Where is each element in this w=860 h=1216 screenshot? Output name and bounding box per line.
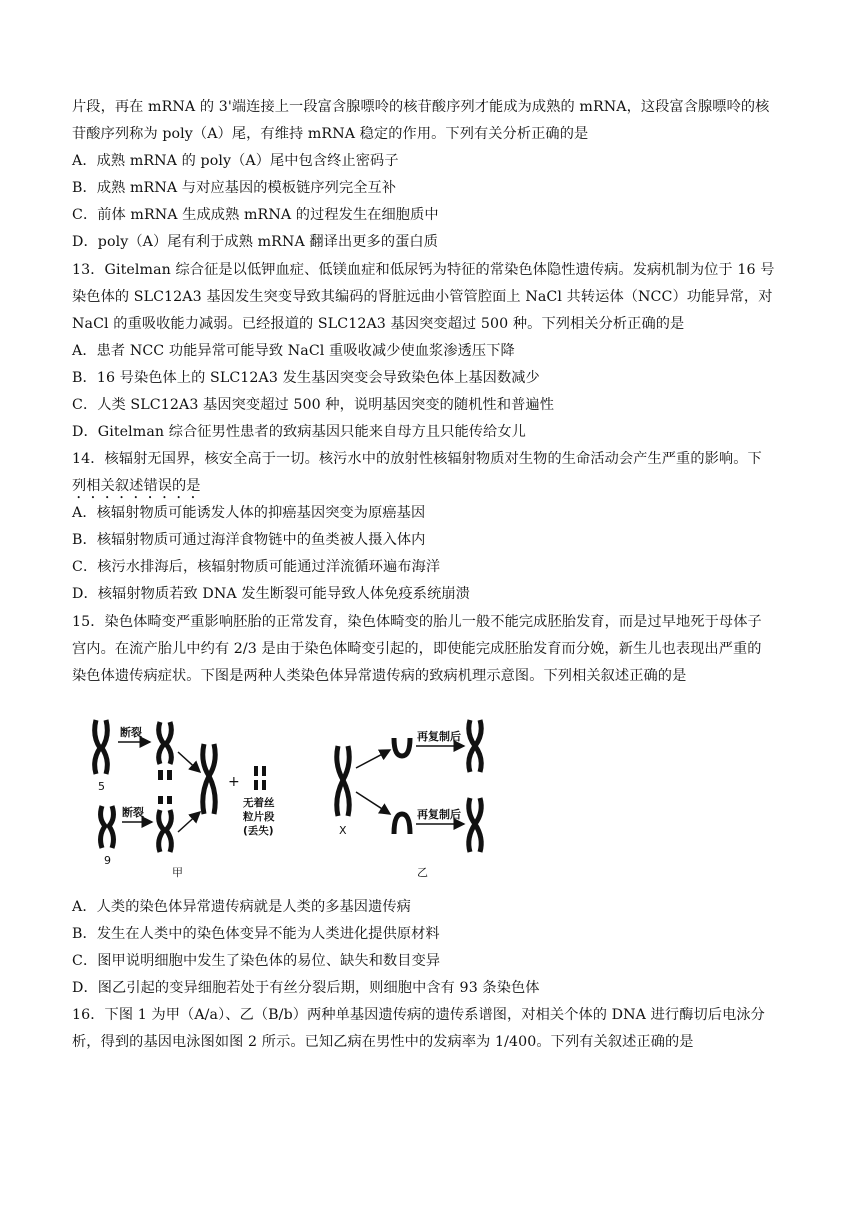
option-line: C．人类 SLC12A3 基因突变超过 500 种，说明基因突变的随机性和普遍性 bbox=[72, 397, 554, 413]
fragment-label-2: 粒片段 bbox=[243, 811, 275, 823]
x-label: X bbox=[339, 824, 347, 837]
replicate-label-bottom: 再复制后 bbox=[417, 808, 461, 821]
option-line: A．人类的染色体异常遗传病就是人类的多基因遗传病 bbox=[72, 899, 411, 915]
question-15-line: 染色体遗传病症状。下图是两种人类染色体异常遗传病的致病机理示意图。下列相关叙述正确的是 bbox=[72, 668, 687, 684]
question-16-line: 16．下图 1 为甲（A/a）、乙（B/b）两种单基因遗传病的遗传系谱图，对相关个体的 DNA 进行酶切后电泳分 bbox=[72, 1007, 765, 1023]
option-line: C．核污水排海后，核辐射物质可能通过洋流循环遍布海洋 bbox=[72, 559, 441, 575]
isochromosome-bottom bbox=[469, 798, 481, 852]
question-13-line: 13．Gitelman 综合征是以低钾血症、低镁血症和低尿钙为特征的常染色体隐性遗传病。发病机制为位于 16 号 bbox=[72, 262, 775, 278]
chromosome-5-broken bbox=[158, 722, 172, 780]
chromosome-diagram bbox=[72, 702, 542, 890]
option-line: B．核辐射物质可通过海洋食物链中的鱼类被人摄入体内 bbox=[72, 532, 426, 548]
caption-b: 乙 bbox=[417, 866, 428, 879]
option-line: C．前体 mRNA 生成成熟 mRNA 的过程发生在细胞质中 bbox=[72, 207, 439, 223]
text-line: 片段，再在 mRNA 的 3'端连接上一段富含腺嘌呤的核苷酸序列才能成为成熟的 mRNA，这段富含腺嘌呤的核 bbox=[72, 99, 770, 115]
option-line: A．患者 NCC 功能异常可能导致 NaCl 重吸收减少使血浆渗透压下降 bbox=[72, 343, 515, 359]
question-14-line: 列相关叙述错误的是 bbox=[72, 478, 201, 494]
isochromosome-bottom-unreplicated bbox=[394, 814, 410, 834]
option-line: D．核辐射物质若致 DNA 发生断裂可能导致人体免疫系统崩溃 bbox=[72, 586, 470, 602]
isochromosome-top-unreplicated bbox=[394, 738, 410, 756]
fragment-label-3: (丢失) bbox=[243, 825, 274, 837]
chromosome-9-broken bbox=[158, 796, 172, 852]
chr5-label: 5 bbox=[98, 780, 105, 793]
chromosome-5 bbox=[95, 720, 108, 774]
acentric-fragment bbox=[254, 766, 266, 790]
option-line: D．poly（A）尾有利于成熟 mRNA 翻译出更多的蛋白质 bbox=[72, 234, 438, 250]
text-line: 苷酸序列称为 poly（A）尾，有维持 mRNA 稳定的作用。下列有关分析正确的是 bbox=[72, 126, 589, 142]
caption-a: 甲 bbox=[172, 866, 183, 879]
break-label-top: 断裂 bbox=[120, 726, 142, 739]
option-line: B．成熟 mRNA 与对应基因的模板链序列完全互补 bbox=[72, 180, 397, 196]
question-15-line: 宫内。在流产胎儿中约有 2/3 是由于染色体畸变引起的，即使能完成胚胎发育而分娩，新生儿也表现出严重的 bbox=[72, 641, 762, 657]
question-15-line: 15．染色体畸变严重影响胚胎的正常发育，染色体畸变的胎儿一般不能完成胚胎发育，而是过早地死于母体子 bbox=[72, 614, 762, 630]
option-line: A．成熟 mRNA 的 poly（A）尾中包含终止密码子 bbox=[72, 153, 399, 169]
break-label-bottom: 断裂 bbox=[122, 806, 144, 819]
isochromosome-top bbox=[469, 720, 481, 772]
option-line: C．图甲说明细胞中发生了染色体的易位、缺失和数目变异 bbox=[72, 953, 441, 969]
translocated-chromosome bbox=[203, 744, 215, 814]
option-line: B．16 号染色体上的 SLC12A3 发生基因突变会导致染色体上基因数减少 bbox=[72, 370, 540, 386]
option-line: A．核辐射物质可能诱发人体的抑癌基因突变为原癌基因 bbox=[72, 505, 426, 521]
option-line: D．图乙引起的变异细胞若处于有丝分裂后期，则细胞中含有 93 条染色体 bbox=[72, 980, 540, 996]
plus-sign: + bbox=[228, 774, 240, 790]
question-16-line: 析，得到的基因电泳图如图 2 所示。已知乙病在男性中的发病率为 1/400。下列有关叙述正确的是 bbox=[72, 1034, 694, 1050]
chromosome-x bbox=[337, 746, 349, 816]
replicate-label-top: 再复制后 bbox=[417, 730, 461, 743]
question-13-line: 染色体的 SLC12A3 基因发生突变导致其编码的肾脏远曲小管管腔面上 NaCl 共转运体（NCC）功能异常，对 bbox=[72, 289, 773, 305]
fragment-label-1: 无着丝 bbox=[243, 797, 275, 809]
option-line: B．发生在人类中的染色体变异不能为人类进化提供原材料 bbox=[72, 926, 440, 942]
chr9-label: 9 bbox=[104, 854, 111, 867]
question-14-line: 14．核辐射无国界，核安全高于一切。核污水中的放射性核辐射物质对生物的生命活动会产生严重的影响。下 bbox=[72, 451, 762, 467]
question-13-line: NaCl 的重吸收能力减弱。已经报道的 SLC12A3 基因突变超过 500 种。下列相关分析正确的是 bbox=[72, 316, 685, 332]
chromosome-9 bbox=[101, 806, 114, 848]
option-line: D．Gitelman 综合征男性患者的致病基因只能来自母方且只能传给女儿 bbox=[72, 424, 526, 440]
